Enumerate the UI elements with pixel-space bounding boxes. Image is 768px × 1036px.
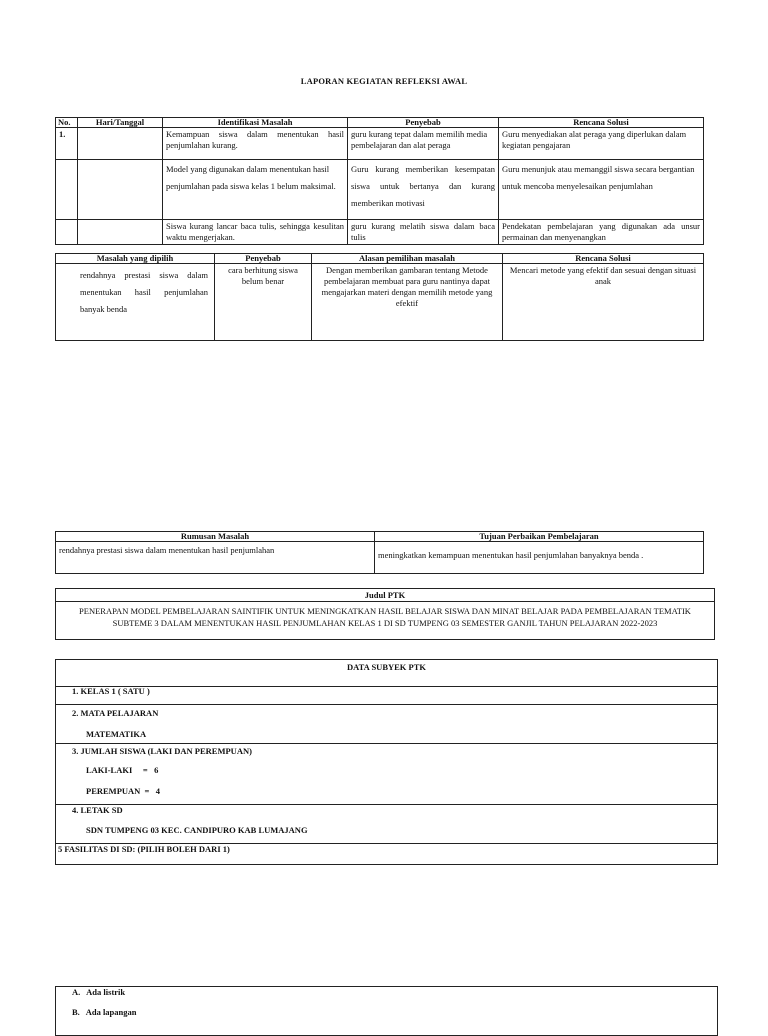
judul-box xyxy=(55,588,715,640)
header-no: No. xyxy=(56,118,78,128)
row-tujuan: meningkatkan kemampuan menentukan hasil penjumlahan banyaknya benda . xyxy=(375,542,704,574)
subjek-letak-value: SDN TUMPENG 03 KEC. CANDIPURO KAB LUMAJANG xyxy=(86,825,308,835)
row-date xyxy=(78,220,163,245)
row-masalah: Siswa kurang lancar baca tulis, sehingga kesulitan waktu mengerjakan. xyxy=(163,220,348,245)
row-penyebab: guru kurang tepat dalam memilih media pembelajaran dan alat peraga xyxy=(348,128,499,160)
row-no xyxy=(56,220,78,245)
table-row xyxy=(56,220,704,245)
list-item: B. Ada lapangan xyxy=(72,1007,137,1017)
row-masalah: rendahnya prestasi siswa dalam menentukan hasil penjumlahan banyak benda xyxy=(56,264,215,341)
header-date: Hari/Tanggal xyxy=(78,118,163,128)
judul-header: Judul PTK xyxy=(56,589,714,602)
row-alasan: Dengan memberikan gambaran tentang Metode pembelajaran membuat para guru nantinya dapat mengajarkan materi dengan memilih metode yang efektif xyxy=(312,264,503,341)
subjek-kelas: 1. KELAS 1 ( SATU ) xyxy=(56,687,717,705)
subjek-letak: 4. LETAK SD xyxy=(72,805,123,815)
header-masalah-dipilih: Masalah yang dipilih xyxy=(56,254,215,264)
header-penyebab: Penyebab xyxy=(348,118,499,128)
header-rumusan: Rumusan Masalah xyxy=(56,532,375,542)
header-tujuan: Tujuan Perbaikan Pembelajaran xyxy=(375,532,704,542)
row-masalah: Model yang digunakan dalam menentukan hasil penjumlahan pada siswa kelas 1 belum maksimal. xyxy=(163,160,348,220)
table-row xyxy=(56,542,704,574)
judul-text: PENERAPAN MODEL PEMBELAJARAN SAINTIFIK UNTUK MENINGKATKAN HASIL BELAJAR SISWA DAN MINAT BELAJAR PADA PEMBELAJARAN TEMATIK SUBTEME 3 DALAM MENENTUKAN HASIL PENJUMLAHAN KELAS 1 DI SD TUMPENG 03 SEMESTER GANJIL TAHUN PELAJARAN 2022-2023 xyxy=(79,606,691,628)
subjek-jumlah-cell xyxy=(56,744,717,805)
header-alasan: Alasan pemilihan masalah xyxy=(312,254,503,264)
subjek-box xyxy=(55,659,718,865)
row-solusi: Guru menunjuk atau memanggil siswa secara bergantian untuk mencoba menyelesaikan penjumlahan xyxy=(499,160,704,220)
subjek-mapel-value: MATEMATIKA xyxy=(86,729,147,739)
subjek-laki: LAKI-LAKI = 6 xyxy=(86,765,159,775)
table-row xyxy=(56,264,704,341)
row-no: 1. xyxy=(56,128,78,160)
table-row xyxy=(56,128,704,160)
row-masalah: Kemampuan siswa dalam menentukan hasil penjumlahan kurang. xyxy=(163,128,348,160)
header-masalah: Identifikasi Masalah xyxy=(163,118,348,128)
row-solusi: Mencari metode yang efektif dan sesuai dengan situasi anak xyxy=(503,264,704,341)
row-penyebab: cara berhitung siswa belum benar xyxy=(215,264,312,341)
subjek-fasilitas: 5 FASILITAS DI SD: (PILIH BOLEH DARI 1) xyxy=(58,844,230,854)
subjek-jumlah: 3. JUMLAH SISWA (LAKI DAN PEREMPUAN) xyxy=(72,746,252,756)
page-title: LAPORAN KEGIATAN REFLEKSI AWAL xyxy=(300,76,468,86)
header-solusi: Rencana Solusi xyxy=(499,118,704,128)
subjek-letak-cell xyxy=(56,805,717,844)
row-date xyxy=(78,128,163,160)
table-header xyxy=(56,254,704,264)
subjek-mapel-cell xyxy=(56,705,717,744)
row-rumusan: rendahnya prestasi siswa dalam menentukan hasil penjumlahan xyxy=(56,542,375,574)
subjek-header: DATA SUBYEK PTK xyxy=(56,660,717,687)
row-penyebab: Guru kurang memberikan kesempatan siswa untuk bertanya dan kurang memberikan motivasi xyxy=(348,160,499,220)
row-solusi: Guru menyediakan alat peraga yang diperlukan dalam kegiatan pengajaran xyxy=(499,128,704,160)
header-penyebab: Penyebab xyxy=(215,254,312,264)
list-item: A. Ada listrik xyxy=(72,987,126,997)
header-solusi: Rencana Solusi xyxy=(503,254,704,264)
identifikasi-table xyxy=(55,117,704,245)
table-header xyxy=(56,118,704,128)
masalah-dipilih-table xyxy=(55,253,704,341)
rumusan-table xyxy=(55,531,704,574)
table-header xyxy=(56,532,704,542)
row-date xyxy=(78,160,163,220)
row-no xyxy=(56,160,78,220)
fasilitas-box xyxy=(55,986,718,1036)
row-solusi: Pendekatan pembelajaran yang digunakan ada unsur permainan dan menyenangkan xyxy=(499,220,704,245)
subjek-perempuan: PEREMPUAN = 4 xyxy=(86,786,161,796)
subjek-mapel: 2. MATA PELAJARAN xyxy=(72,708,159,718)
row-penyebab: guru kurang melatih siswa dalam baca tulis xyxy=(348,220,499,245)
table-row xyxy=(56,160,704,220)
